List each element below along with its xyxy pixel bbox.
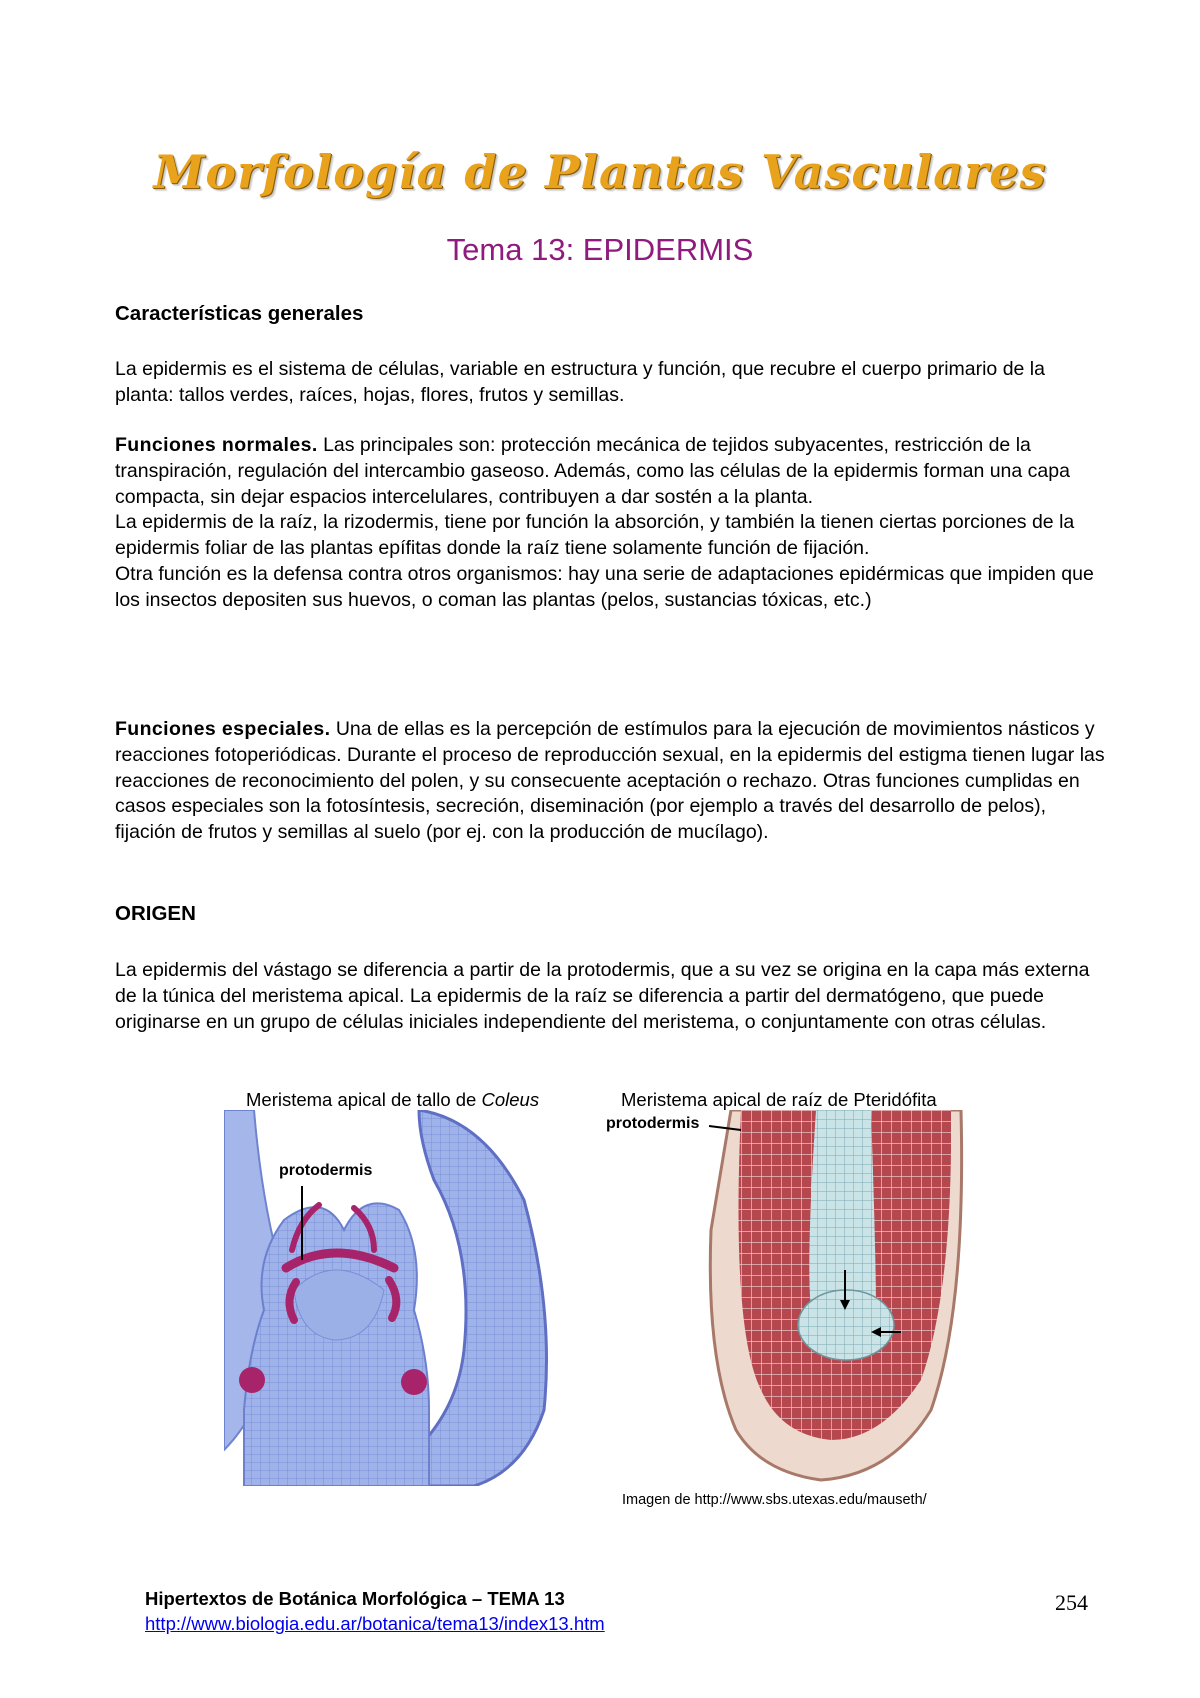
funciones-normales-lead: Funciones normales. (115, 434, 318, 456)
paragraph-intro (115, 357, 1105, 409)
footer-title: Hipertextos de Botánica Morfológica – TEMA 13 (145, 1588, 565, 1609)
funciones-normales-paragraph (115, 433, 1105, 510)
funciones-normales-text: Las principales son: protección mecánica de tejidos subyacentes, restricción de la transpiración, regulación del intercambio gaseoso. Además, como las células de la epidermis forman una capa compacta, sin dejar espacios intercelulares, contribuyen a dar sostén a la planta. (115, 434, 1070, 508)
paragraph-funciones-especiales (115, 717, 1105, 846)
figure-right-caption: Meristema apical de raíz de Pteridófita (621, 1089, 937, 1110)
rizodermis-text: La epidermis de la raíz, la rizodermis, tiene por función la absorción, y también la tienen ciertas porciones de la epidermis foliar de las plantas epífitas donde la raíz tiene solamente función de fijación. (115, 511, 1075, 560)
root-meristem-micrograph (601, 1110, 979, 1486)
page-title: Tema 13: EPIDERMIS (446, 232, 754, 267)
funciones-especiales-text: Una de ellas es la percepción de estímulos para la ejecución de movimientos násticos y reacciones fotoperiódicas. Durante el proceso de reproducción sexual, en la epidermis del estigma tienen lugar las reacciones de reconocimiento del polen, y su consecuente aceptación o rechazo. Otras funciones cumplidas en casos especiales son la fotosíntesis, secreción, diseminación (por ejemplo a través del desarrollo de pelos), fijación de frutos y semillas al suelo (por ej. con la producción de mucílago). (115, 718, 1105, 844)
figure-left-caption: Meristema apical de tallo de Coleus (246, 1089, 540, 1110)
defensa-text: Otra función es la defensa contra otros organismos: hay una serie de adaptaciones epidérmicas que impiden que los insectos depositen sus huevos, o coman las plantas (pelos, sustancias tóxicas, etc.) (115, 562, 1094, 611)
funciones-especiales-lead: Funciones especiales. (115, 718, 331, 740)
funciones-especiales-paragraph (115, 717, 1105, 846)
stem-meristem-micrograph (224, 1110, 588, 1486)
section-heading-origen: ORIGEN (115, 902, 196, 925)
origen-text: La epidermis del vástago se diferencia a partir de la protodermis, que a su vez se origina en la capa más externa de la túnica del meristema apical. La epidermis de la raíz se diferencia a partir del dermatógeno, que puede originarse en un grupo de células iniciales independiente del meristema, o conjuntamente con otras células. (115, 959, 1090, 1033)
banner-title: Morfología de Plantas Vasculares (153, 145, 1047, 199)
figure-left-caption-species: Coleus (481, 1089, 540, 1110)
footer-link[interactable]: http://www.biologia.edu.ar/botanica/tema13/index13.htm (145, 1613, 605, 1634)
stem-protodermis-label: protodermis (279, 1162, 373, 1179)
page-number: 254 (1055, 1590, 1088, 1615)
intro-text: La epidermis es el sistema de células, variable en estructura y función, que recubre el cuerpo primario de la planta: tallos verdes, raíces, hojas, flores, frutos y semillas. (115, 358, 1045, 406)
paragraph-funciones-normales (115, 433, 1105, 614)
root-meristem-illustration (601, 1110, 979, 1486)
section-heading-caracteristicas: Características generales (115, 302, 364, 325)
paragraph-origen (115, 958, 1105, 1035)
root-protodermis-label: protodermis (606, 1115, 700, 1132)
image-credit: Imagen de http://www.sbs.utexas.edu/mauseth/ (622, 1492, 927, 1508)
